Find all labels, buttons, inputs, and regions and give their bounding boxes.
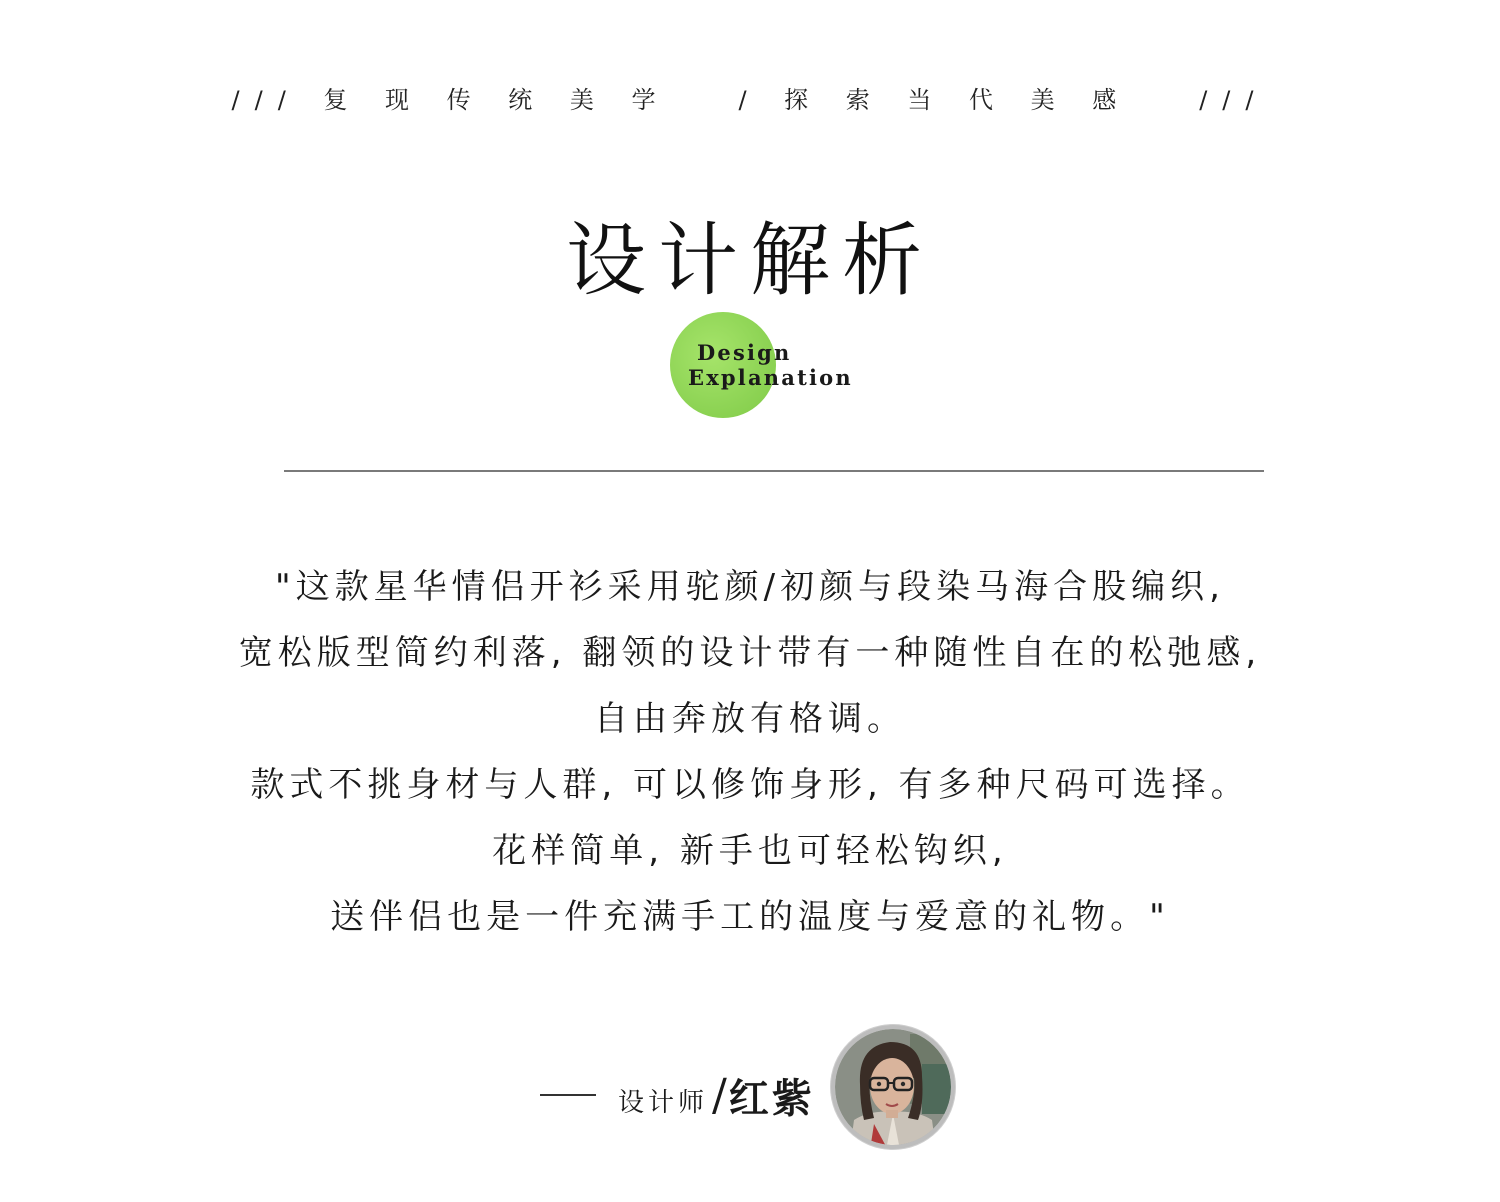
subtitle-line-2: Explanation: [688, 365, 853, 390]
description-line: 宽松版型简约利落, 翻领的设计带有一种随性自在的松弛感,: [238, 633, 1262, 673]
subtitle: [688, 340, 853, 390]
tagline: /// 复 现 传 统 美 学 / 探 索 当 代 美 感 ///: [231, 86, 1269, 114]
designer-label: 设计师: [618, 1087, 709, 1118]
designer-signature: [540, 1060, 815, 1130]
divider: [284, 470, 1264, 472]
description-line: 花样简单, 新手也可轻松钩织,: [492, 831, 1008, 871]
subtitle-line-1: Design: [697, 340, 792, 365]
description: [0, 554, 1500, 950]
description-line: "这款星华情侣开衫采用驼颜/初颜与段染马海合股编织,: [275, 567, 1225, 607]
description-line: 送伴侣也是一件充满手工的温度与爱意的礼物。": [330, 897, 1170, 937]
designer-avatar: [830, 1024, 956, 1150]
page-title: 设计解析: [566, 214, 934, 307]
signature-dash: [540, 1094, 596, 1096]
description-line: 款式不挑身材与人群, 可以修饰身形, 有多种尺码可选择。: [250, 765, 1250, 805]
designer-name: 红紫: [728, 1074, 815, 1122]
description-line: 自由奔放有格调。: [594, 699, 906, 739]
signature-slash: /: [712, 1069, 727, 1121]
subtitle-badge: [670, 312, 870, 422]
